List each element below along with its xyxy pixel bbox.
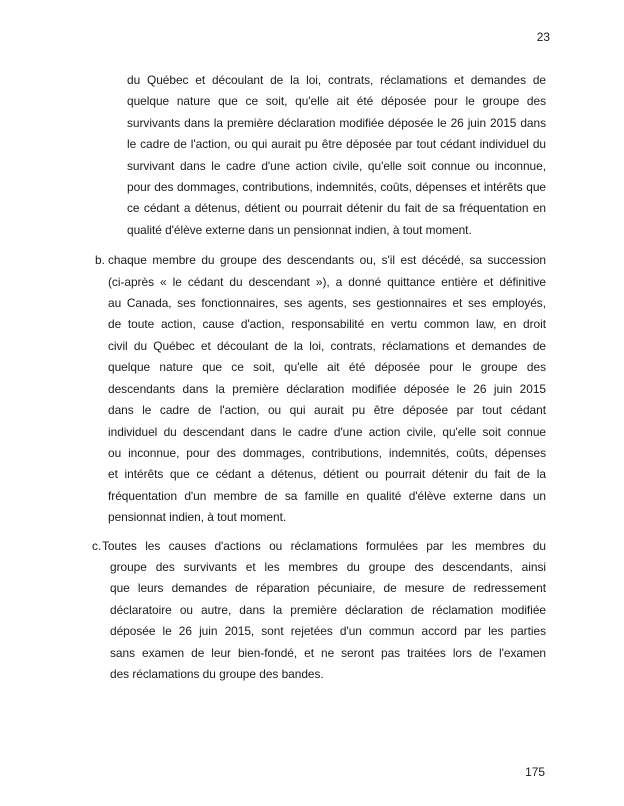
text-line: pour des dommages, contributions, indemnités, coûts, dépenses et intérêts que: [127, 180, 546, 195]
text-line: chaque membre du groupe des descendants ou, s'il est décédé, sa succession: [108, 253, 546, 268]
text-line: survivant dans le cadre d'une action civile, qu'elle soit connue ou inconnue,: [127, 158, 546, 173]
text-line: descendants dans la première déclaration modifiée déposée le 26 juin 2015: [108, 381, 546, 396]
text-line: au Canada, ses fonctionnaires, ses agents, ses gestionnaires et ses employés,: [108, 296, 546, 311]
text-line: individuel du descendant dans le cadre d'une action civile, qu'elle soit connue: [108, 424, 546, 439]
list-marker-c: c.: [92, 538, 102, 553]
paragraph-lines: [102, 536, 546, 686]
text-line: sans examen de leur bien-fondé, et ne seront pas traitées lors de l'examen: [110, 645, 546, 660]
paragraph-a-continuation: [127, 70, 546, 241]
paragraph-item-c: [92, 536, 546, 686]
text-line: déclaratoire ou autre, dans la première déclaration de réclamation modifiée: [110, 602, 546, 617]
text-line: du Québec et découlant de la loi, contrats, réclamations et demandes de: [127, 73, 546, 87]
text-line: le cadre de l'action, ou qui aurait pu être déposée par tout cédant individuel du: [127, 137, 546, 152]
paragraph-lines: [108, 250, 546, 528]
text-line: groupe des survivants et les membres du groupe des descendants, ainsi: [110, 559, 546, 574]
header-page-number: 23: [536, 30, 550, 44]
text-line: fréquentation d'un membre de sa famille en qualité d'élève externe dans un: [108, 488, 546, 503]
text-line: quelque nature que ce soit, qu'elle ait été déposée pour le groupe des: [127, 94, 546, 109]
text-line: survivants dans la première déclaration modifiée déposée le 26 juin 2015 dans: [127, 115, 546, 130]
text-line: pensionnat indien, à tout moment.: [108, 510, 287, 525]
footer-page-number: 175: [525, 765, 545, 779]
text-line: et intérêts que ce cédant a détenus, détient ou pourrait détenir du fait de la: [108, 467, 546, 482]
text-line: de toute action, cause d'action, responsabilité en vertu common law, en droit: [108, 317, 546, 332]
text-line: déposée le 26 juin 2015, sont rejetées d'un commun accord par les parties: [110, 624, 546, 639]
text-line: (ci-après « le cédant du descendant »), a donné quittance entière et définitive: [108, 274, 546, 289]
text-line: Toutes les causes d'actions ou réclamations formulées par les membres du: [102, 538, 546, 553]
text-line: que leurs demandes de réparation pécuniaire, de mesure de redressement: [110, 581, 546, 596]
text-line: civil du Québec et découlant de la loi, contrats, réclamations et demandes de: [108, 338, 546, 353]
paragraph-item-b: [95, 250, 546, 528]
list-marker-b: b.: [95, 253, 105, 268]
paragraph-lines: [127, 70, 546, 241]
text-line: des réclamations du groupe des bandes.: [110, 666, 324, 681]
text-line: ou inconnue, pour des dommages, contributions, indemnités, coûts, dépenses: [108, 445, 546, 460]
text-line: dans le cadre de l'action, ou qui aurait pu être déposée par tout cédant: [108, 403, 546, 418]
text-line: quelque nature que ce soit, qu'elle ait été déposée pour le groupe des: [108, 360, 546, 375]
text-line: qualité d'élève externe dans un pensionnat indien, à tout moment.: [127, 222, 472, 237]
document-body: [0, 70, 624, 685]
text-line: ce cédant a détenus, détient ou pourrait détenir du fait de sa fréquentation en: [127, 201, 546, 216]
